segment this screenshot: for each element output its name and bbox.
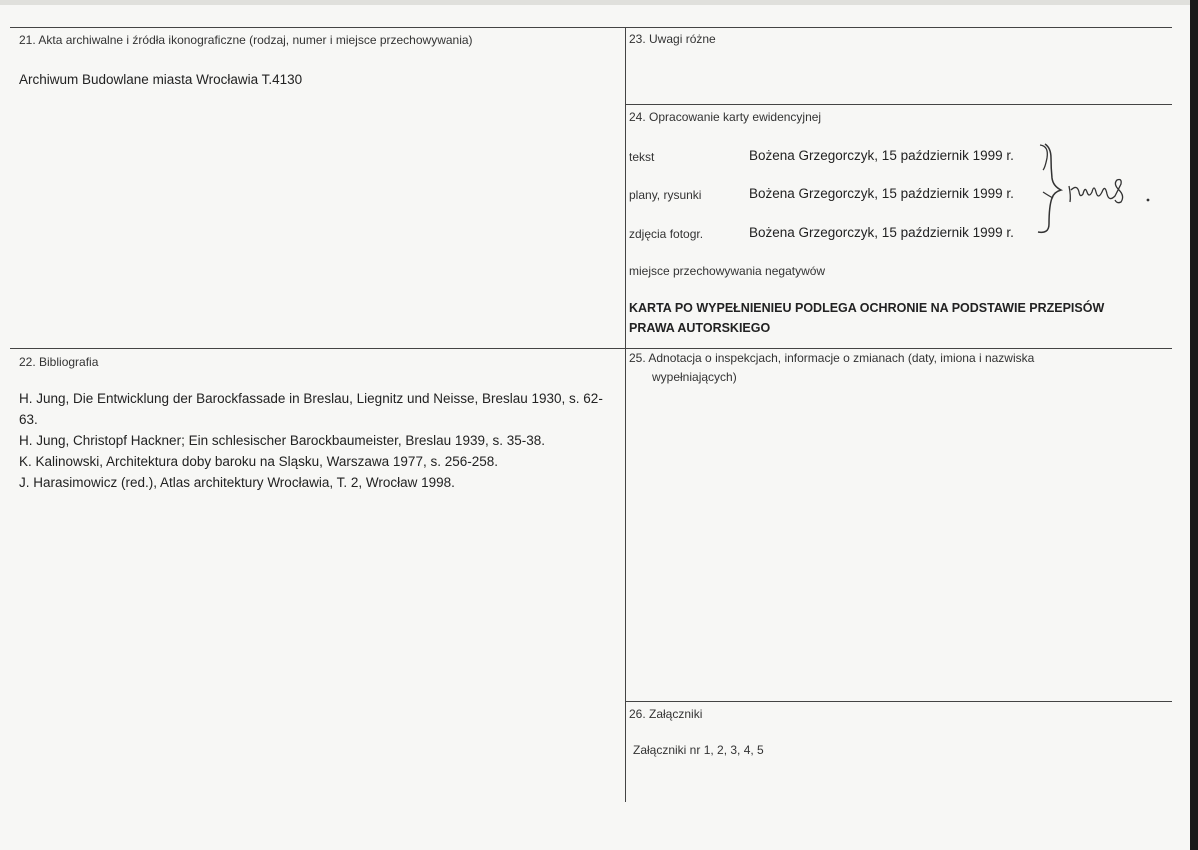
bibliography-item: H. Jung, Christopf Hackner; Ein schlesischer Barockbaumeister, Breslau 1939, s. 35-38. — [19, 433, 545, 448]
bibliography-item: H. Jung, Die Entwicklung der Barockfassade in Breslau, Liegnitz und Neisse, Breslau 1930, s. 62-63. — [19, 391, 603, 427]
bibliography-item: K. Kalinowski, Architektura doby baroku na Sląsku, Warszawa 1977, s. 256-258. — [19, 454, 498, 469]
scan-top-edge — [0, 0, 1198, 5]
copyright-notice: KARTA PO WYPEŁNIENIEU PODLEGA OCHRONIE NA PODSTAWIE PRZEPISÓW PRAWA AUTORSKIEGO — [629, 301, 1105, 335]
section-23-label: 23. Uwagi różne — [629, 32, 716, 46]
section-21-value: Archiwum Budowlane miasta Wrocławia T.4130 — [19, 72, 303, 87]
scan-right-edge — [1190, 0, 1198, 850]
divider-25-26 — [625, 701, 1172, 702]
divider-23-24 — [625, 104, 1172, 105]
section-25-label: 25. Adnotacja o inspekcjach, informacje o zmianach (daty, imiona i nazwiska — [629, 351, 1035, 365]
section-26-value: Załączniki nr 1, 2, 3, 4, 5 — [633, 743, 764, 757]
handwritten-signature — [1035, 140, 1165, 240]
section-26-label: 26. Załączniki — [629, 707, 703, 721]
section-21-label: 21. Akta archiwalne i źródła ikonograficzne (rodzaj, numer i miejsce przechowywania) — [19, 33, 473, 47]
section-24-label: 24. Opracowanie karty ewidencyjnej — [629, 110, 822, 124]
row-tekst-value: Bożena Grzegorczyk, 15 październik 1999 r. — [749, 148, 1014, 163]
section-22-label: 22. Bibliografia — [19, 355, 99, 369]
row-plany-label: plany, rysunki — [629, 188, 702, 202]
bibliography-item: J. Harasimowicz (red.), Atlas architektury Wrocławia, T. 2, Wrocław 1998. — [19, 475, 455, 490]
top-border-line — [10, 27, 1172, 28]
row-plany-value: Bożena Grzegorczyk, 15 październik 1999 r. — [749, 186, 1014, 201]
row-tekst-label: tekst — [629, 150, 655, 164]
row-zdjecia-value: Bożena Grzegorczyk, 15 październik 1999 r. — [749, 225, 1014, 240]
center-divider-line — [625, 27, 626, 802]
divider-row-middle — [10, 348, 1172, 349]
negatives-location-label: miejsce przechowywania negatywów — [629, 264, 826, 278]
row-zdjecia-label: zdjęcia fotogr. — [629, 227, 704, 241]
section-25-label-continued: wypełniających) — [652, 370, 737, 384]
